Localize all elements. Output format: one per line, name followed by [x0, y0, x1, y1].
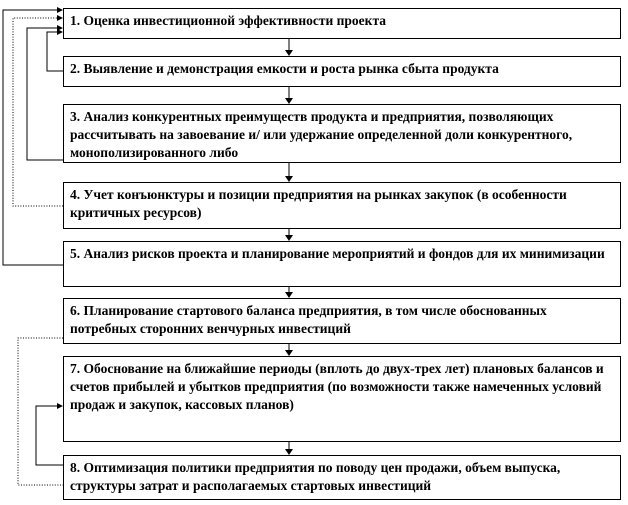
step-6-starting-balance: 6. Планирование стартового баланса предприятия, в том числе обоснованных потребных сторонних венчурных инвестиций — [63, 298, 621, 344]
step-3-competitive-advantages: 3. Анализ конкурентных преимуществ продукта и предприятия, позволяющих рассчитывать на завоевание и/ или удержание определенной доли конкурентного, монополизированного либо — [63, 104, 621, 163]
step-5-risk-analysis: 5. Анализ рисков проекта и планирование мероприятий и фондов для их минимизации — [63, 241, 621, 287]
step-8-policy-optimization: 8. Оптимизация политики предприятия по поводу цен продажи, объем выпуска, структуры затрат и располагаемых стартовых инвестиций — [63, 455, 621, 500]
step-7-planned-balances: 7. Обоснование на ближайшие периоды (вплоть до двух-трех лет) плановых балансов и счетов прибылей и убытков предприятия (по возможности также намеченных условий продаж и закупок, кассовых планов) — [63, 356, 621, 442]
step-4-procurement-markets: 4. Учет конъюнктуры и позиции предприятия на рынках закупок (в особенности критичных ресурсов) — [63, 182, 621, 229]
lower-group-bracket — [18, 338, 63, 485]
step-2-market-capacity: 2. Выявление и демонстрация емкости и роста рынка сбыта продукта — [63, 56, 621, 87]
step-1-investment-efficiency: 1. Оценка инвестиционной эффективности проекта — [63, 8, 621, 39]
feedback-loops — [3, 7, 63, 465]
